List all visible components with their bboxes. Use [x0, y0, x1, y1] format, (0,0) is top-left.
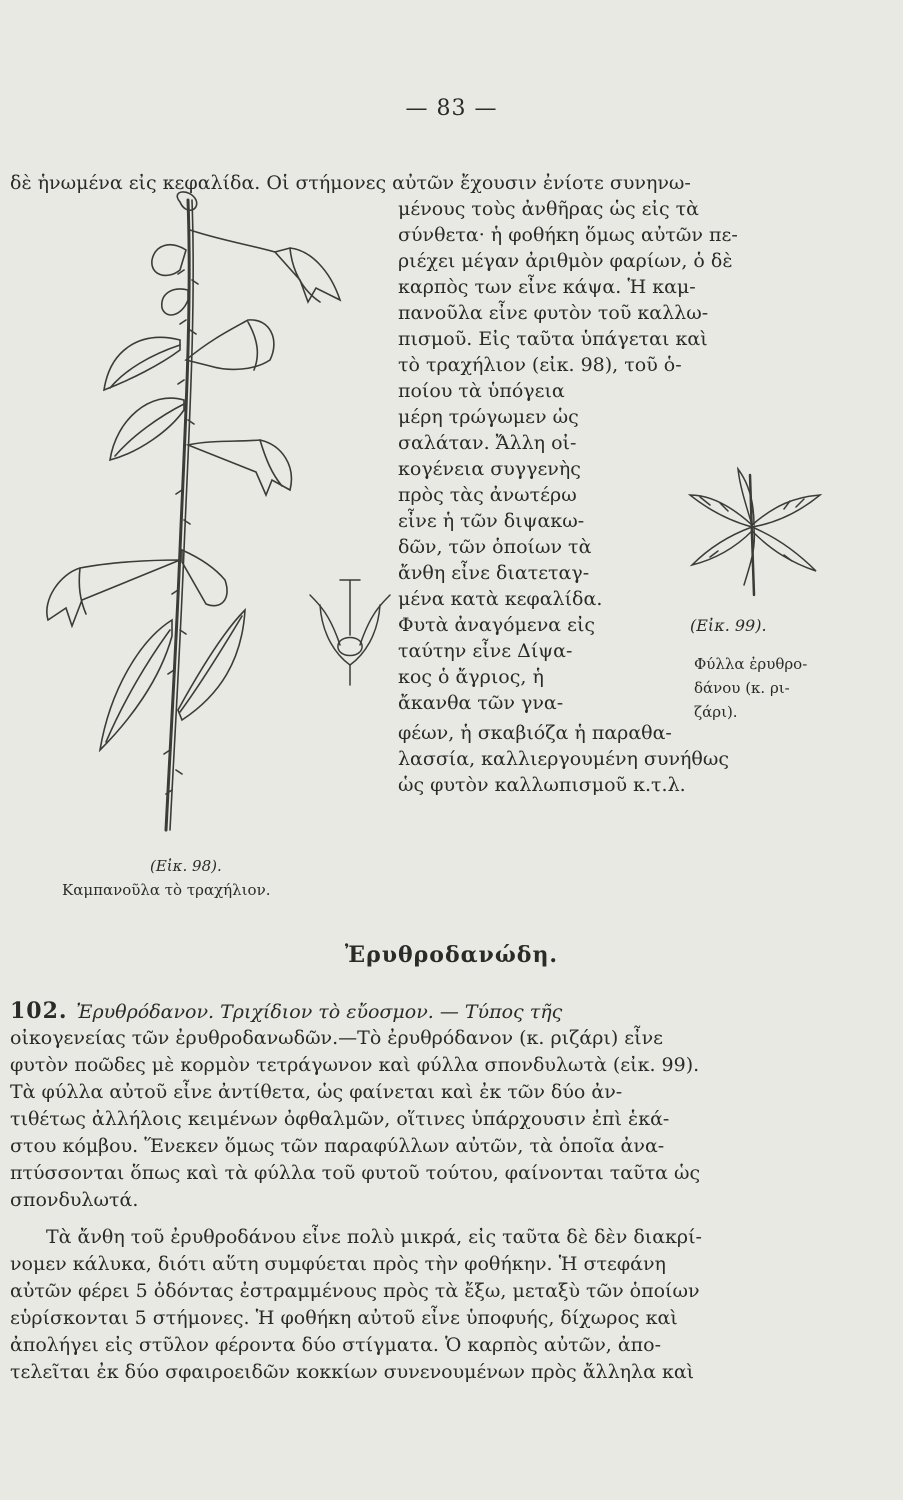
figure-98-campanula-illustration	[20, 190, 390, 840]
top-text-line: ἄνθη εἶνε διατεταγ-	[398, 562, 590, 584]
paragraph-102-line: οἰκογενείας τῶν ἐρυθροδανωδῶν.—Τὸ ἐρυθρόδανον (κ. ριζάρι) εἶνε	[10, 1027, 663, 1049]
paragraph-102-line: νομεν κάλυκα, διότι αὕτη συμφύεται πρὸς τὴν φοθήκην. Ἡ στεφάνη	[10, 1253, 666, 1275]
top-text-line: λασσία, καλλιεργουμένη συνήθως	[398, 748, 729, 770]
top-text-line: καρπὸς των εἶνε κάψα. Ἡ καμ-	[398, 276, 696, 298]
top-text-line: μέρη τρώγωμεν ὡς	[398, 406, 579, 428]
top-text-line: φέων, ἡ σκαβιόζα ἡ παραθα-	[398, 722, 672, 744]
top-text-line: τὸ τραχήλιον (εἰκ. 98), τοῦ ὁ-	[398, 354, 682, 376]
paragraph-number: 102.	[10, 998, 77, 1024]
paragraph-102-line: τελεῖται ἐκ δύο σφαιροειδῶν κοκκίων συνενουμένων πρὸς ἄλληλα καὶ	[10, 1361, 695, 1383]
paragraph-102-line: Τὰ φύλλα αὐτοῦ εἶνε ἀντίθετα, ὡς φαίνεται καὶ ἐκ τῶν δύο ἀν-	[10, 1081, 623, 1103]
figure-99-label: (Εἰκ. 99).	[690, 616, 767, 635]
top-text-line: πρὸς τὰς ἀνωτέρω	[398, 484, 577, 506]
paragraph-102-line: σπονδυλωτά.	[10, 1189, 139, 1211]
section-heading: Ἐρυθροδανώδη.	[344, 942, 559, 968]
page-number: — 83 —	[405, 96, 498, 121]
paragraph-102-line: στου κόμβου. Ἕνεκεν ὅμως τῶν παραφύλλων αὐτῶν, τὰ ὁποῖα ἀνα-	[10, 1135, 665, 1157]
paragraph-102-line: αὐτῶν φέρει 5 ὀδόντας ἐστραμμένους πρὸς τὰ ἔξω, μεταξὺ τῶν ὁποίων	[10, 1280, 700, 1302]
figure-98-caption: Καμπανοῦλα τὸ τραχήλιον.	[62, 881, 271, 899]
figure-99-caption-line-1: Φύλλα ἐρυθρο-	[694, 655, 808, 673]
top-text-line: μένους τοὺς ἀνθῆρας ὡς εἰς τὰ	[398, 198, 699, 220]
figure-99-caption-line-3: ζάρι).	[694, 703, 738, 721]
flower-diagram	[300, 575, 405, 690]
top-text-line: μένα κατὰ κεφαλίδα.	[398, 588, 603, 610]
top-text-line: ταύτην εἶνε Δίψα-	[398, 640, 573, 662]
figure-99-leaves-illustration	[680, 465, 830, 605]
top-text-line: κος ὁ ἄγριος, ἡ	[398, 666, 544, 688]
figure-99-caption-line-2: δάνου (κ. ρι-	[694, 679, 790, 697]
paragraph-title: Ἐρυθρόδανον. Τριχίδιον τὸ εὔοσμον. — Τύπος τῆς	[76, 1001, 563, 1023]
paragraph-102-line: εὑρίσκονται 5 στήμονες. Ἡ φοθήκη αὐτοῦ εἶνε ὑποφυής, δίχωρος καὶ	[10, 1307, 678, 1329]
paragraph-102-line: πτύσσονται ὅπως καὶ τὰ φύλλα τοῦ φυτοῦ τούτου, φαίνονται ταῦτα ὡς	[10, 1162, 701, 1184]
top-text-line: δὲ ἡνωμένα εἰς κεφαλίδα. Οἱ στήμονες αὐτῶν ἔχουσιν ἐνίοτε συνηνω-	[10, 172, 691, 194]
top-text-line: ἄκανθα τῶν γνα-	[398, 692, 564, 714]
top-text-line: σύνθετα· ἡ φοθήκη ὅμως αὐτῶν πε-	[398, 224, 738, 246]
paragraph-102-line: τιθέτως ἀλλήλοις κειμένων ὀφθαλμῶν, οἵτινες ὑπάρχουσιν ἐπὶ ἑκά-	[10, 1108, 670, 1130]
top-text-line: κογένεια συγγενὴς	[398, 458, 581, 480]
top-text-line: ποίου τὰ ὑπόγεια	[398, 380, 565, 402]
top-text-line: σαλάταν. Ἄλλη οἰ-	[398, 432, 577, 454]
paragraph-102-line: ἀπολήγει εἰς στῦλον φέροντα δύο στίγματα. Ὁ καρπὸς αὐτῶν, ἀπο-	[10, 1334, 662, 1356]
top-text-line: δῶν, τῶν ὁποίων τὰ	[398, 536, 592, 558]
top-text-line: πανοῦλα εἶνε φυτὸν τοῦ καλλω-	[398, 302, 709, 324]
top-text-line: Φυτὰ ἀναγόμενα εἰς	[398, 614, 596, 636]
paragraph-102-line: Τὰ ἄνθη τοῦ ἐρυθροδάνου εἶνε πολὺ μικρά, εἰς ταῦτα δὲ δὲν διακρί-	[46, 1226, 702, 1248]
top-text-line: εἶνε ἡ τῶν διψακω-	[398, 510, 585, 532]
top-text-line: πισμοῦ. Εἰς ταῦτα ὑπάγεται καὶ	[398, 328, 708, 350]
top-text-line: ὡς φυτὸν καλλωπισμοῦ κ.τ.λ.	[398, 774, 686, 796]
paragraph-102-line: φυτὸν ποῶδες μὲ κορμὸν τετράγωνον καὶ φύλλα σπονδυλωτὰ (εἰκ. 99).	[10, 1054, 700, 1076]
figure-98-label: (Εἰκ. 98).	[150, 857, 222, 875]
paragraph-102-line	[10, 998, 848, 1025]
top-text-line: ριέχει μέγαν ἀριθμὸν φαρίων, ὁ δὲ	[398, 250, 733, 272]
